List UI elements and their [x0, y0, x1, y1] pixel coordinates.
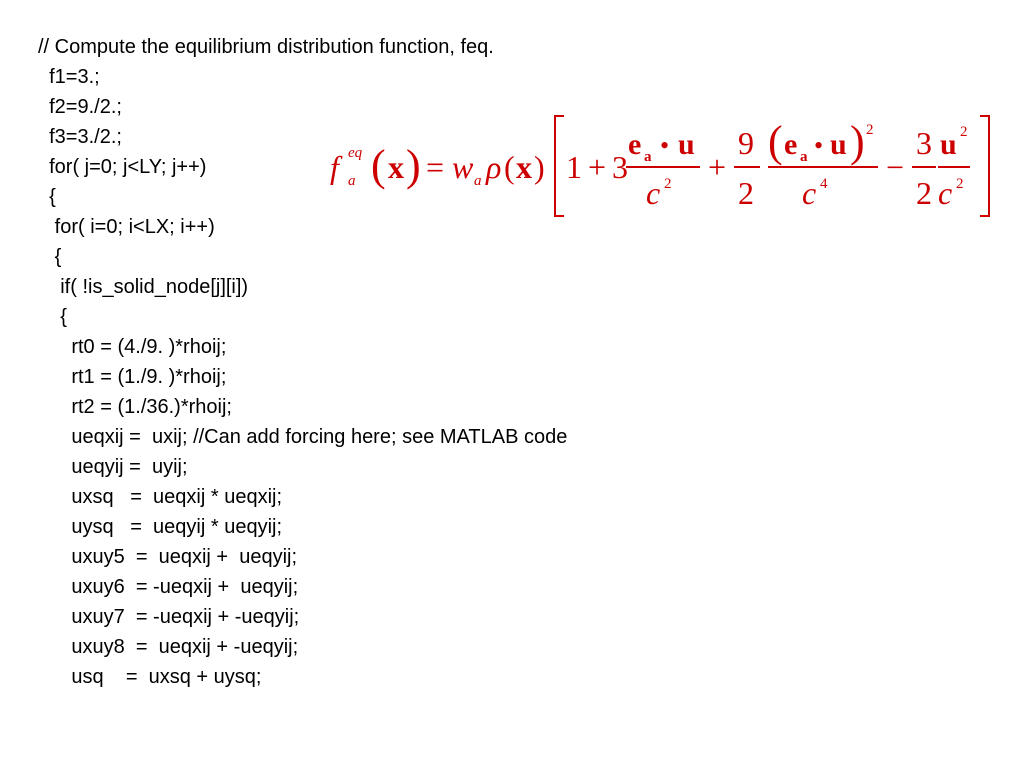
eq-c2-exp: 4 — [820, 176, 828, 192]
code-line: uxsq = ueqxij * ueqxij; — [38, 486, 283, 508]
eq-w: w — [452, 149, 474, 185]
eq-left-bracket — [555, 116, 564, 216]
eq-right-bracket — [980, 116, 989, 216]
equation-svg — [326, 112, 996, 224]
equilibrium-equation — [326, 112, 996, 224]
eq-two2: 2 — [916, 175, 932, 211]
code-line: { — [38, 306, 67, 328]
code-line: uxuy6 = -ueqxij + ueqyij; — [38, 576, 299, 598]
code-line: uxuy7 = -ueqxij + -ueqyij; — [38, 606, 300, 628]
eq-three2: 3 — [916, 125, 932, 161]
code-line: f2=9./2.; — [38, 96, 122, 118]
eq-c2: c — [802, 175, 817, 211]
code-line: ueqyij = uyij; — [38, 456, 188, 478]
code-line: uxuy5 = ueqxij + ueqyij; — [38, 546, 298, 568]
eq-three1: 3 — [612, 149, 628, 185]
code-line: // Compute the equilibrium distribution function, feq. — [38, 36, 494, 58]
eq-x1: x — [388, 149, 404, 185]
code-line: for( j=0; j<LY; j++) — [38, 156, 207, 178]
code-line: rt2 = (1./36.)*rhoij; — [38, 396, 232, 418]
code-line: f3=3./2.; — [38, 126, 122, 148]
code-line: { — [38, 186, 56, 208]
eq-one: 1 — [566, 149, 582, 185]
code-line: { — [38, 246, 62, 268]
eq-lparen3: ( — [768, 117, 783, 166]
eq-u1: u — [678, 128, 695, 161]
eq-c1: c — [646, 175, 661, 211]
eq-c1-exp: 2 — [664, 176, 672, 192]
eq-plus1: + — [588, 149, 607, 185]
eq-nine: 9 — [738, 125, 754, 161]
code-line: rt0 = (4./9. )*rhoij; — [38, 336, 227, 358]
eq-c3-exp: 2 — [956, 176, 964, 192]
eq-lparen2: ( — [504, 149, 515, 185]
eq-sub-a1: a — [348, 173, 356, 189]
eq-dot2: • — [814, 131, 824, 160]
eq-f: f — [330, 149, 339, 185]
eq-sup-eq: eq — [348, 145, 363, 161]
eq-u2: u — [830, 128, 847, 161]
code-line: if( !is_solid_node[j][i]) — [38, 276, 249, 298]
eq-e1: e — [628, 128, 642, 161]
eq-minus: − — [886, 149, 905, 185]
code-line: rt1 = (1./9. )*rhoij; — [38, 366, 227, 388]
eq-lparen1: ( — [371, 141, 386, 190]
eq-sub-a4: a — [800, 149, 808, 165]
eq-u3: u — [940, 128, 957, 161]
code-line: ueqxij = uxij; //Can add forcing here; see MATLAB code — [38, 426, 568, 448]
eq-u3-exp: 2 — [960, 124, 968, 140]
eq-rparen3: ) — [850, 117, 865, 166]
eq-plus2: + — [708, 149, 727, 185]
eq-rparen1: ) — [406, 141, 421, 190]
eq-equals: = — [426, 149, 445, 185]
eq-dot1: • — [660, 131, 670, 160]
eq-rparen2: ) — [534, 149, 545, 185]
code-line: uysq = ueqyij * ueqyij; — [38, 516, 283, 538]
code-line: f1=3.; — [38, 66, 100, 88]
eq-x2: x — [516, 149, 532, 185]
code-line: uxuy8 = ueqxij + -ueqyij; — [38, 636, 299, 658]
code-line: usq = uxsq + uysq; — [38, 666, 262, 688]
code-line: for( i=0; i<LX; i++) — [38, 216, 215, 238]
eq-two1: 2 — [738, 175, 754, 211]
eq-rho: ρ — [486, 149, 502, 185]
eq-square-exp: 2 — [866, 122, 874, 138]
eq-e2: e — [784, 128, 798, 161]
eq-sub-a2: a — [474, 173, 482, 189]
eq-sub-a3: a — [644, 149, 652, 165]
eq-c3: c — [938, 175, 953, 211]
